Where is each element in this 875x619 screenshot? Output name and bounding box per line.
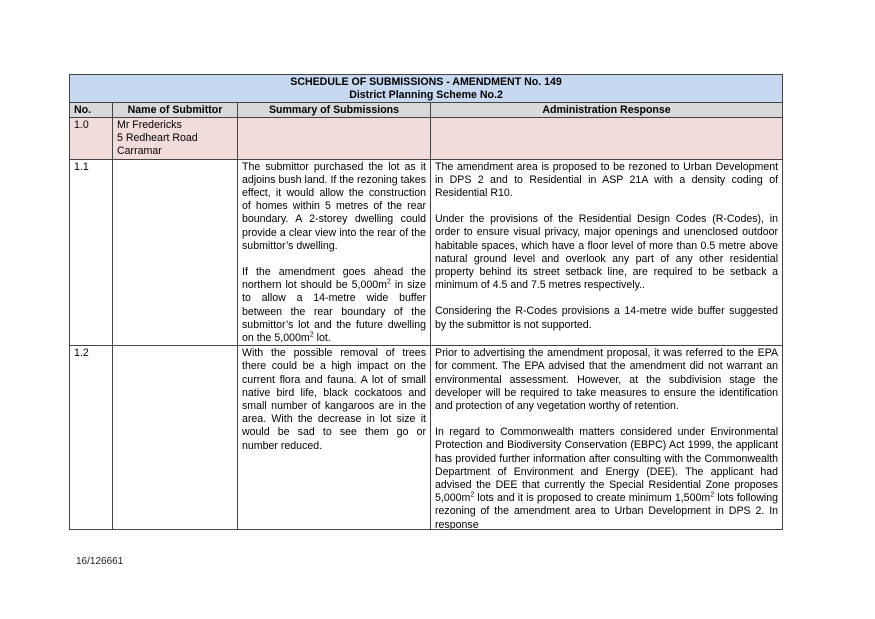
response-cell: [431, 346, 783, 530]
summary-clip: [242, 347, 426, 529]
submitter-details: [113, 118, 238, 160]
summary-cell: [238, 159, 431, 346]
response-cell: [431, 159, 783, 346]
row-name-empty: [113, 346, 238, 530]
submitter-no: 1.0: [70, 118, 113, 160]
schedule-subtitle: District Planning Scheme No.2: [349, 89, 503, 101]
schedule-table: [69, 74, 783, 530]
column-header-row: [70, 103, 783, 118]
table-row: [70, 346, 783, 530]
submitter-summary-empty: [238, 118, 431, 160]
response-clip: [435, 347, 778, 529]
response-paragraph: In regard to Commonwealth matters considered under Environmental Protection and Biodiversity Conservation (EBPC) Act 1999, the applicant has provided further information after consulting with the Commonwealth Department of Environment and Energy (DEE). The applicant had advised the DEE that currently the Special Residential Zone proposes $5,000m^2$ lots and it is proposed to create minimum $1,500m^2$ lots following rezoning of the amendment area to Urban Development in DPS 2. In response: [435, 426, 779, 530]
header-name: Name of Submittor: [113, 103, 238, 118]
row-no: 1.2: [70, 346, 113, 530]
summary-cell: [238, 346, 431, 530]
response-paragraph: The amendment area is proposed to be rezoned to Urban Development in DPS 2 and to Residential in ASP 21A with a density coding of Residential R10.: [435, 160, 779, 200]
submitter-row: [70, 118, 783, 160]
header-response: Administration Response: [431, 103, 783, 118]
summary-paragraph: With the possible removal of trees there could be a high impact on the current flora and fauna. A lot of small native bird life, black cockatoos and small number of kangaroos are in the area. With the decrease in lot size it would be sad to see them go or number reduced.: [242, 347, 426, 452]
header-summary: Summary of Submissions: [238, 103, 431, 118]
submitter-response-empty: [431, 118, 783, 160]
header-no: No.: [70, 103, 113, 118]
response-paragraph: Prior to advertising the amendment proposal, it was referred to the EPA for comment. The EPA advised that the amendment did not warrant an environmental assessment. However, at the subdivision stage the developer will be required to take measures to ensure the identification and protection of any vegetation worthy of retention.: [435, 347, 779, 413]
document-reference: 16/126661: [76, 556, 124, 567]
schedule-title: SCHEDULE OF SUBMISSIONS - AMENDMENT No. 149: [290, 76, 562, 88]
table-title-cell: [70, 75, 783, 103]
response-paragraph: Considering the R-Codes provisions a 14-metre wide buffer suggested by the submittor is not supported.: [435, 305, 779, 331]
table-title-row: [70, 75, 783, 103]
row-no: 1.1: [70, 159, 113, 346]
table-row: [70, 159, 783, 346]
row-name-empty: [113, 159, 238, 346]
response-paragraph: Under the provisions of the Residential Design Codes (R-Codes), in order to ensure visual privacy, major openings and unenclosed outdoor habitable spaces, which have a floor level of more than 0.5 metre above natural ground level and overlook any part of any other residential property behind its street setback line, are required to be setback a minimum of 4.5 and 7.5 metres respectively..: [435, 213, 779, 292]
submitter-suburb: Carramar: [117, 145, 162, 158]
submitter-address: 5 Redheart Road: [117, 132, 198, 145]
summary-paragraph: If the amendment goes ahead the northern lot should be $5,000m^2$ in size to allow a 14-metre wide buffer between the rear boundary of the submittor’s lot and the future dwelling on the $5,000m^2$ lot.: [242, 266, 426, 345]
submitter-name: Mr Fredericks: [117, 119, 182, 131]
summary-paragraph: The submittor purchased the lot as it adjoins bush land. If the rezoning takes effect, it would allow the construction of homes within 5 metres of the rear boundary. A 2-storey dwelling could provide a clear view into the rear of the submittor’s dwelling.: [242, 160, 426, 252]
